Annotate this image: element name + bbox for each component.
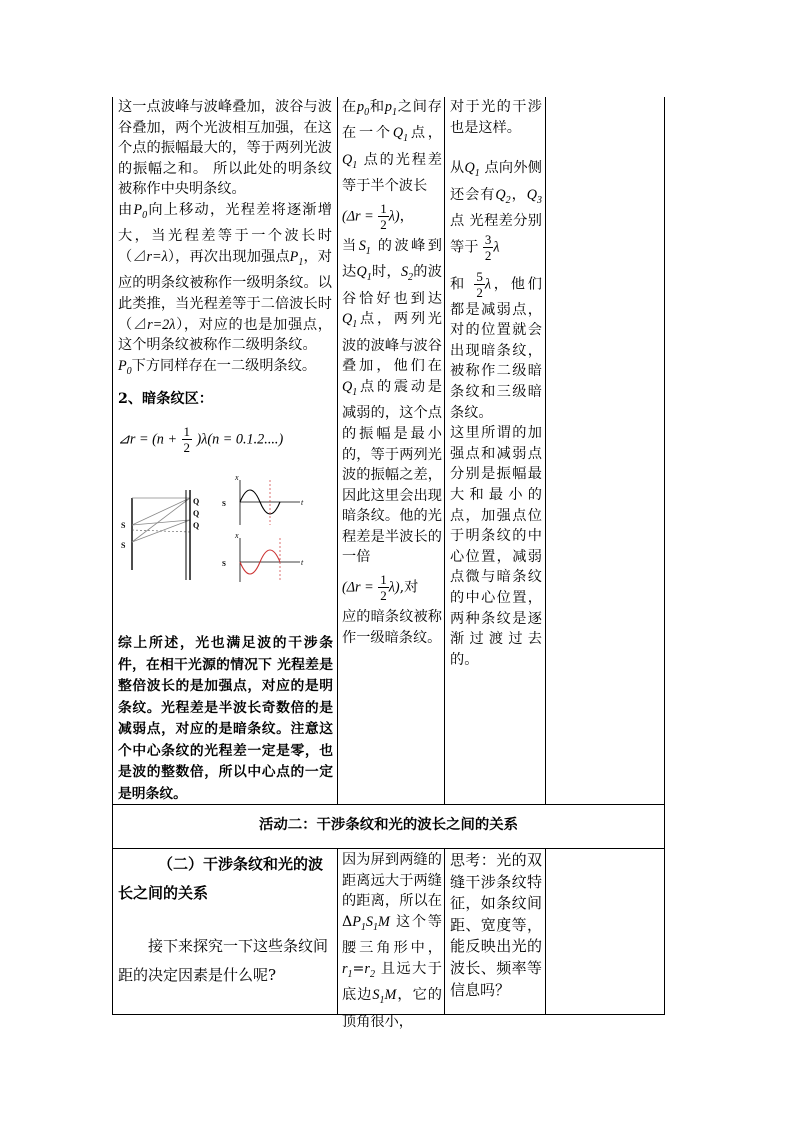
denominator: 2 — [183, 440, 191, 455]
text: 1 — [352, 159, 358, 171]
text: 点的震动是减弱的，这个点的振幅是最小的，等于两列光波的振幅之差，因此这里会出现暗条纹。他的光程差是半波长的一倍 — [342, 378, 442, 566]
text: 和 — [450, 276, 467, 293]
formula-text: λ) — [388, 208, 400, 225]
numerator: 1 — [380, 572, 387, 588]
fraction — [378, 201, 389, 232]
section-two-heading: （二）干涉条纹和光的波长之间的关系 — [118, 855, 324, 902]
text: 1 — [474, 168, 480, 180]
col3-paragraph-1: 对于光的干涉也是这样。 — [450, 99, 542, 136]
formula-text: λ) — [388, 579, 400, 596]
text: 1 — [347, 968, 353, 980]
text: 1 — [379, 995, 385, 1007]
text: ），对应的也是加强点，这个明条纹被称作二级明条纹。 — [118, 316, 332, 354]
text: Q — [356, 264, 367, 281]
text: 向上移动，光程差将逐渐增大，当光程差等于一个波长时（⊿ — [118, 201, 332, 265]
text: S — [358, 237, 366, 254]
col1-paragraph-3 — [118, 356, 332, 382]
text: Q — [193, 509, 200, 518]
text: Q — [495, 186, 506, 203]
col2-paragraph-3: 应的暗条纹被称作一级暗条纹。 — [342, 609, 442, 646]
text: ， — [510, 186, 527, 203]
text: 在 — [342, 99, 357, 115]
lambda-symbol: λ — [493, 239, 500, 256]
table-border-right — [664, 97, 665, 1015]
dark-fringe-formula — [118, 424, 333, 455]
row-divider-activity-bottom — [112, 848, 665, 849]
text: 2 — [369, 968, 375, 980]
column-divider-3 — [545, 97, 546, 804]
text: r — [342, 960, 348, 977]
fraction — [378, 572, 389, 603]
fraction — [182, 424, 193, 455]
text: S — [121, 521, 126, 530]
column-divider-2 — [444, 97, 445, 804]
text: S — [222, 500, 226, 508]
interference-figure — [118, 470, 308, 595]
text: M — [378, 913, 390, 930]
col3-paragraph-2 — [450, 158, 542, 262]
text: 之间存在一个 — [342, 99, 442, 142]
text: ，他们都是减弱点，对的位置就会出现暗条纹，被称作二级暗条纹和三级暗条纹。 — [450, 276, 542, 421]
text: 3 — [536, 194, 542, 206]
text: Q — [464, 160, 475, 177]
text: t — [301, 498, 304, 507]
text: S — [400, 264, 409, 281]
text: ,对 — [399, 579, 419, 596]
text: 1 — [352, 386, 358, 398]
text: M — [384, 987, 397, 1004]
text: 点的光程差等于半个波长 — [342, 151, 442, 195]
text: 的波谷恰好也到达 — [342, 264, 442, 307]
text: S — [222, 560, 226, 568]
text: S — [372, 987, 380, 1004]
text: p — [384, 99, 392, 115]
text: 1 — [352, 319, 358, 331]
activity-two-title: 活动二：干涉条纹和光的波长之间的关系 — [258, 816, 519, 833]
table-border-left — [112, 97, 113, 1015]
numerator: 1 — [380, 200, 387, 216]
text: r — [364, 960, 370, 977]
text: 且远大于底边 — [342, 960, 442, 1004]
row3-col2 — [342, 850, 442, 1032]
text: ，对应的明条纹被称作一级明条纹。以此类推，当光程差等于二倍波长时（⊿ — [118, 248, 332, 333]
text: x — [235, 531, 239, 540]
text: Q — [193, 497, 200, 506]
text: 1 — [392, 106, 397, 118]
text: 点，两列光波的波峰与波谷叠加，他们在 — [342, 311, 442, 375]
text: 1 — [373, 921, 379, 933]
double-slit-diagram — [118, 470, 308, 595]
col2-paragraph-2 — [342, 236, 442, 568]
text: 点 光程差分别等于 — [450, 213, 542, 256]
denominator: 2 — [476, 284, 483, 300]
text: 和 — [369, 99, 385, 115]
col1-cell — [118, 97, 332, 382]
text: 点向外侧还会有 — [450, 160, 542, 203]
text: 0 — [142, 209, 148, 221]
text: 1 — [403, 133, 409, 145]
text: t — [301, 558, 304, 567]
text: S — [121, 541, 126, 550]
col1-paragraph-2 — [118, 200, 332, 356]
text: 1 — [365, 245, 371, 257]
col2-cell — [342, 97, 442, 648]
text: r=λ — [146, 248, 168, 265]
text: 因为屏到两缝的距离远大于两缝的距离，所以在Δ — [342, 852, 442, 930]
text: ），再次出现加强点 — [167, 248, 290, 265]
fraction-five-halves — [474, 269, 485, 300]
formula-text: (Δr = — [342, 579, 374, 596]
dark-fringe-heading: 2、暗条纹区： — [118, 391, 213, 407]
text: 1 — [298, 256, 304, 268]
numerator: 3 — [484, 231, 492, 247]
text: r=2λ — [147, 316, 176, 333]
text: 2 — [505, 194, 511, 206]
text: Q — [342, 378, 353, 395]
text: 当 — [342, 237, 359, 254]
row3-col1 — [118, 850, 333, 990]
col3-paragraph-3 — [450, 269, 542, 424]
text: 由 — [118, 201, 134, 218]
text: 点， — [408, 125, 442, 142]
text: P — [118, 357, 127, 374]
summary-paragraph: 综上所述，光也满足波的干涉条件，在相干光源的情况下 光程差是整倍波长的是加强点，对应的是明条纹。光程差是半波长奇数倍的是减弱点，对应的是暗条纹。注意这个中心条纹的光程差一定是零，也是波的整数倍，所以中心点的一定是明条纹。 — [118, 635, 333, 802]
col3-paragraph-4: 这里所谓的加强点和减弱点分别是振幅最大和最小的点，加强点位于明条纹的中心位置，减弱点微与暗条纹的中心位置，两种条纹是逐渐过渡过去的。 — [450, 425, 542, 668]
text: 0 — [126, 365, 132, 377]
row3-divider-3 — [545, 848, 546, 1015]
text: P — [289, 248, 299, 265]
denominator: 2 — [380, 216, 387, 232]
text: Q — [526, 186, 537, 203]
half-wave-formula — [342, 201, 442, 232]
text: ， — [399, 208, 414, 225]
col3-cell — [450, 97, 542, 670]
formula-text: ⊿r = (n + — [118, 431, 178, 448]
text: 2 — [408, 272, 414, 284]
col2-paragraph-1 — [342, 97, 442, 197]
text: 的波峰到达 — [342, 237, 442, 281]
text: S — [365, 913, 374, 930]
section-two-body: 接下来探究一下这些条纹间距的决定因素是什么呢? — [118, 937, 329, 984]
formula-text: (Δr = — [342, 208, 374, 225]
lambda-symbol: λ — [484, 276, 491, 293]
formula-text: )λ(n = 0.1.2....) — [196, 431, 284, 448]
text: Q — [193, 521, 200, 530]
text: P — [133, 201, 143, 218]
col1-paragraph-1: 这一点波峰与波峰叠加，波谷与波谷叠加，两个光波相互加强，在这个点的振幅最大的，等于两列光波的振幅之和。 所以此处的明条纹被称作中央明条纹。 — [118, 99, 332, 198]
text: 1 — [360, 921, 366, 933]
text: P — [352, 913, 361, 930]
text: p — [357, 99, 365, 115]
column-divider-1 — [337, 97, 338, 804]
text: x — [235, 473, 239, 482]
text: = — [352, 960, 365, 977]
text: Q — [342, 311, 353, 328]
row3-divider-2 — [444, 848, 445, 1015]
text: 这个等腰三角形中， — [342, 913, 442, 957]
numerator: 1 — [183, 424, 191, 439]
denominator: 2 — [380, 588, 387, 604]
text: Q — [342, 151, 353, 168]
text: 从 — [450, 160, 465, 177]
row3-col3: 思考：光的双缝干涉条纹特征，如条纹间距、宽度等，能反映出光的波长、频率等信息吗？ — [450, 851, 542, 999]
denominator: 2 — [484, 247, 492, 263]
text: 0 — [364, 106, 370, 118]
text: 时， — [371, 264, 401, 281]
row3-divider-1 — [337, 848, 338, 1015]
text: Q — [392, 125, 404, 142]
fraction-three-halves — [483, 232, 494, 263]
numerator: 5 — [476, 268, 483, 284]
text: 1 — [366, 272, 372, 284]
half-wave-formula-2 — [342, 572, 442, 603]
text: ，它的顶角很小， — [342, 987, 442, 1030]
text: 下方同样存在一二级明条纹。 — [131, 357, 317, 374]
